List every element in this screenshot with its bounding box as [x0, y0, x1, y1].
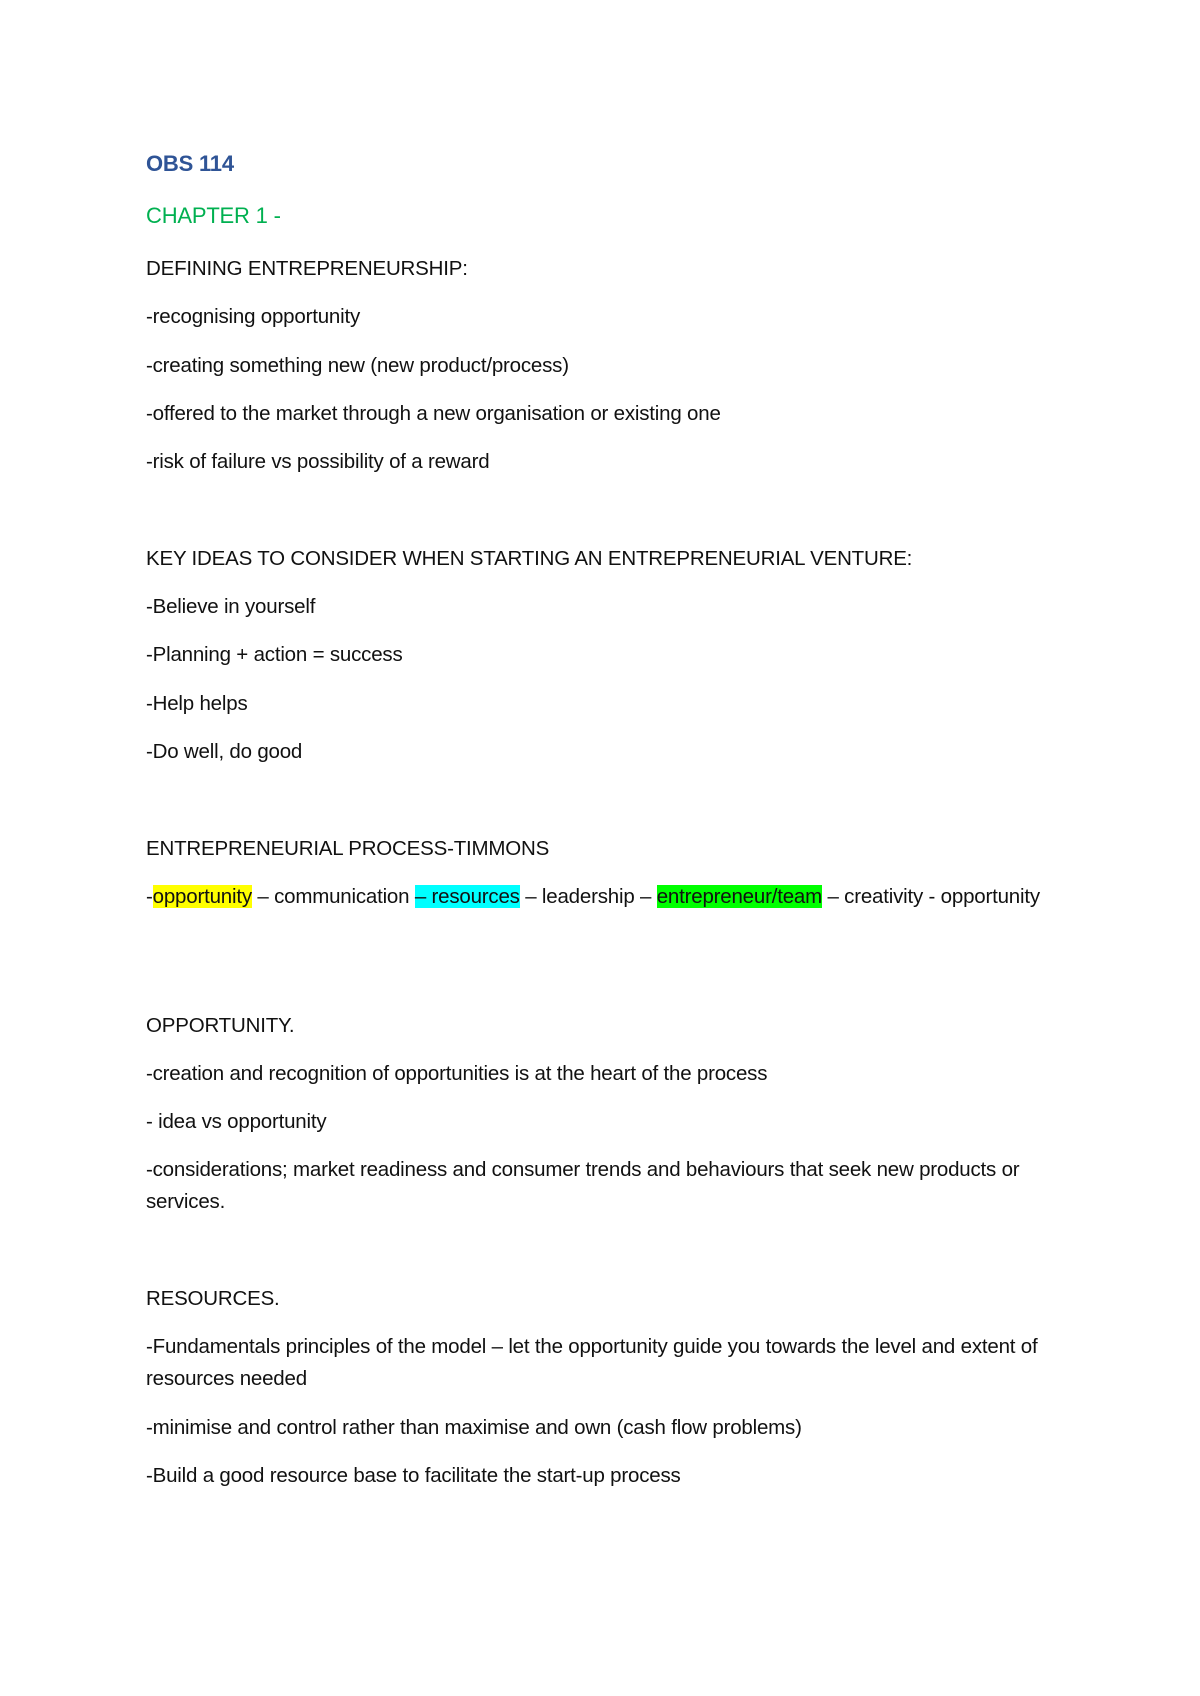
list-item: -considerations; market readiness and consumer trends and behaviours that seek new products or services. — [146, 1158, 1020, 1213]
section-heading-opportunity: OPPORTUNITY. — [146, 1014, 295, 1037]
list-item: -Build a good resource base to facilitate the start-up process — [146, 1464, 681, 1487]
list-item: -Fundamentals principles of the model – let the opportunity guide you towards the level and extent of resources needed — [146, 1335, 1038, 1390]
chapter-heading: CHAPTER 1 - — [146, 203, 281, 228]
section-heading-key-ideas: KEY IDEAS TO CONSIDER WHEN STARTING AN ENTREPRENEURIAL VENTURE: — [146, 547, 913, 570]
highlight-entrepreneur-team: entrepreneur/team — [656, 885, 822, 908]
list-item: -creation and recognition of opportunities is at the heart of the process — [146, 1062, 768, 1085]
list-item: -recognising opportunity — [146, 305, 360, 328]
list-item: -creating something new (new product/process) — [146, 354, 569, 377]
list-item: -Do well, do good — [146, 740, 303, 763]
process-text: – communication — [251, 885, 415, 908]
highlight-opportunity: opportunity — [152, 885, 252, 908]
section-heading-resources: RESOURCES. — [146, 1287, 280, 1310]
section-heading-process: ENTREPRENEURIAL PROCESS-TIMMONS — [146, 837, 550, 860]
list-item: -Planning + action = success — [146, 643, 403, 666]
list-item: -Believe in yourself — [146, 595, 316, 618]
process-text: – creativity - opportunity — [821, 885, 1040, 908]
list-item: -offered to the market through a new organisation or existing one — [146, 402, 721, 425]
highlight-resources: – resources — [414, 885, 520, 908]
document-title: OBS 114 — [146, 151, 234, 176]
list-item: -Help helps — [146, 692, 248, 715]
list-item: -minimise and control rather than maximise and own (cash flow problems) — [146, 1416, 802, 1439]
list-item: - idea vs opportunity — [146, 1110, 327, 1133]
process-text: - — [146, 885, 153, 908]
process-text: – leadership – — [519, 885, 657, 908]
process-paragraph — [146, 881, 1071, 913]
section-heading-defining: DEFINING ENTREPRENEURSHIP: — [146, 257, 468, 280]
list-item: -risk of failure vs possibility of a reward — [146, 450, 490, 473]
